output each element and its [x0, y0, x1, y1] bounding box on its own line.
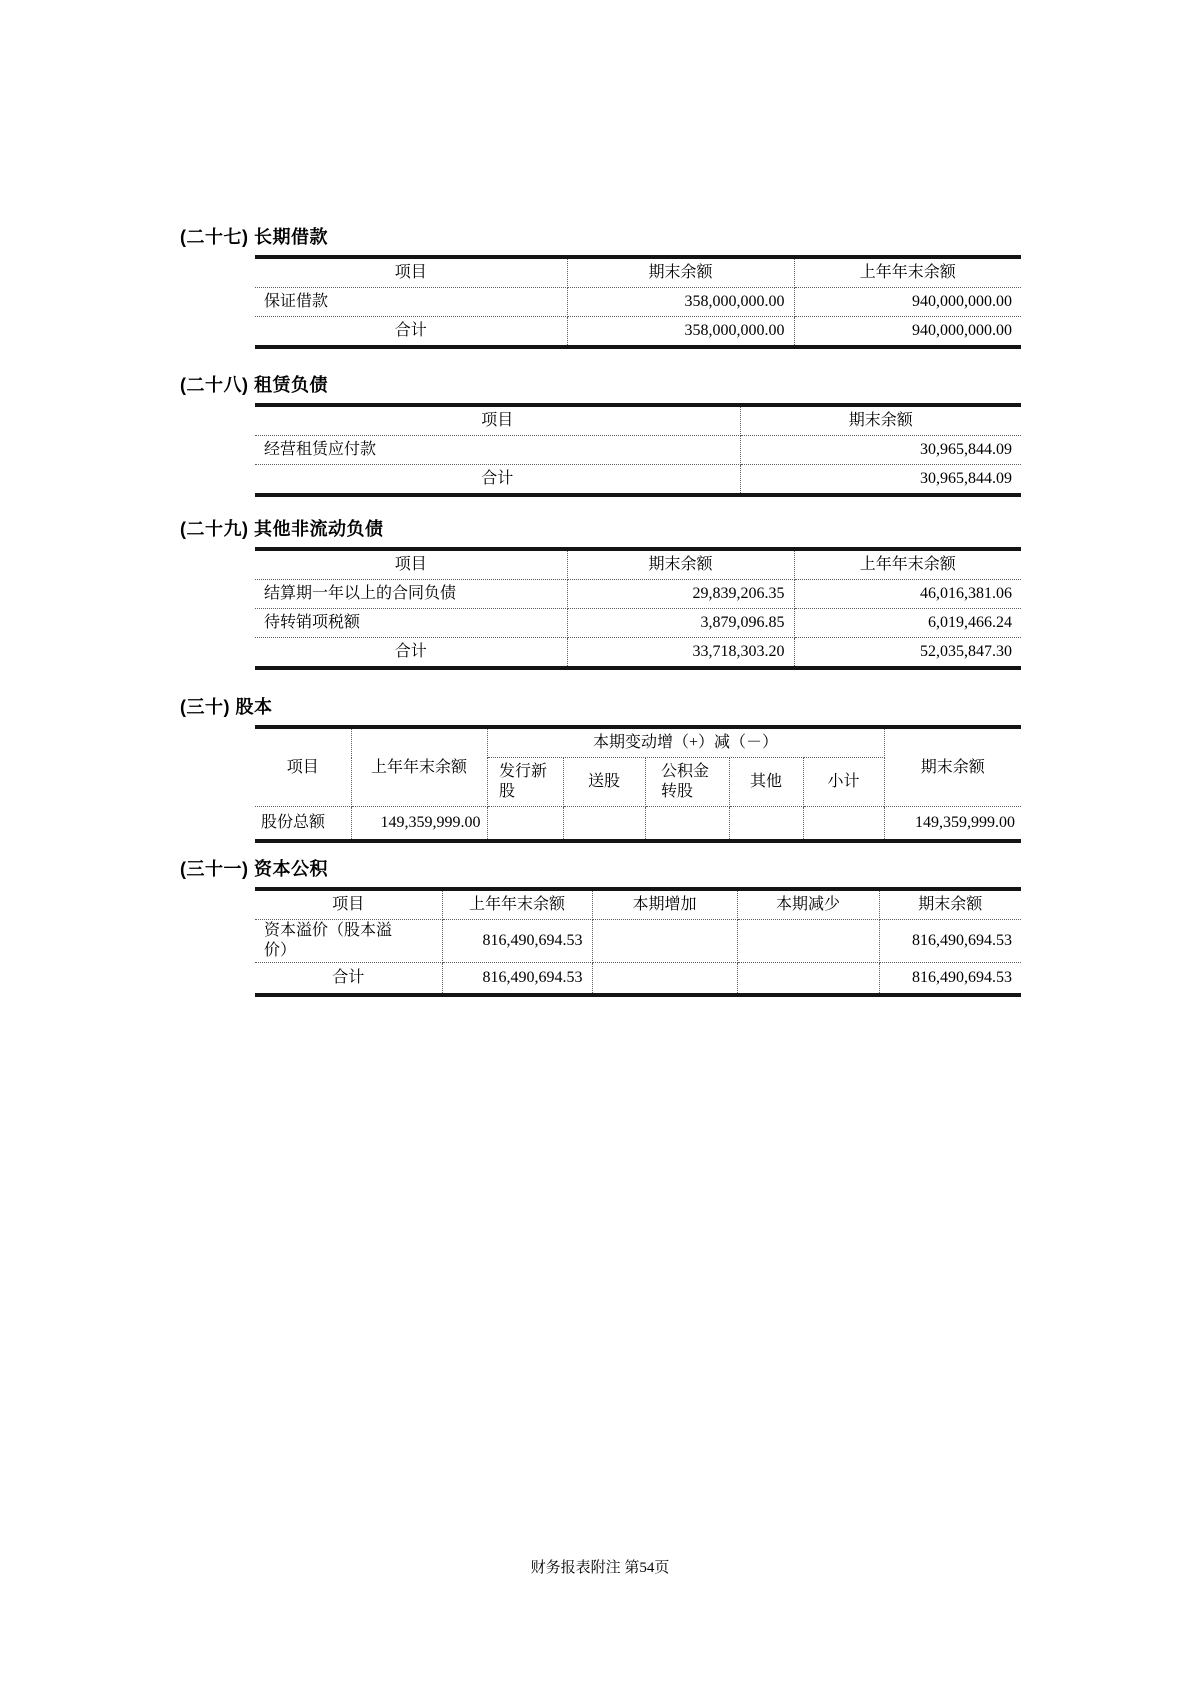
cell-total-label: 合计: [255, 638, 567, 669]
section-capital-reserve: [180, 858, 1025, 997]
lease-liabilities-table: [255, 403, 1021, 497]
cell-subtotal: [803, 807, 884, 842]
header-cell-item: 项目: [255, 405, 740, 436]
header-cell-prior-year-balance: 上年年末余额: [351, 727, 487, 807]
cell-ending-balance: 3,879,096.85: [567, 609, 794, 638]
page-footer: [0, 1556, 1200, 1577]
table-header-row: [255, 257, 1021, 288]
cell-prior-year-balance: 940,000,000.00: [794, 288, 1021, 317]
table-row: [255, 436, 1021, 465]
cell-ending-balance: 29,839,206.35: [567, 580, 794, 609]
cell-ending-balance: 816,490,694.53: [879, 920, 1021, 963]
header-cell-decrease: 本期减少: [737, 889, 879, 920]
table-row: [255, 609, 1021, 638]
cell-new-issue: [487, 807, 563, 842]
header-cell-ending-balance: 期末余额: [879, 889, 1021, 920]
table-total-row: [255, 638, 1021, 669]
cell-item: 保证借款: [255, 288, 567, 317]
cell-total-label: 合计: [255, 317, 567, 348]
header-cell-item: 项目: [255, 549, 567, 580]
section-lease-liabilities: [180, 374, 1025, 497]
header-cell-prior-year-balance: 上年年末余额: [794, 549, 1021, 580]
header-cell-increase: 本期增加: [592, 889, 737, 920]
section-other-non-current-liabilities: [180, 518, 1025, 670]
cell-prior-year-balance: 149,359,999.00: [351, 807, 487, 842]
cell-increase: [592, 920, 737, 963]
cell-reserve-to-shares: [645, 807, 729, 842]
other-non-current-liabilities-table: [255, 547, 1021, 670]
section-title: (二十八) 租赁负债: [180, 375, 328, 395]
header-cell-change-group: 本期变动增（+）减（－）: [487, 727, 884, 758]
section-share-capital: [180, 696, 1025, 843]
cell-item: 结算期一年以上的合同负债: [255, 580, 567, 609]
cell-prior-year-balance: 816,490,694.53: [442, 920, 592, 963]
header-cell-ending-balance: 期末余额: [567, 257, 794, 288]
cell-prior-year-balance: 816,490,694.53: [442, 963, 592, 996]
cell-item: [255, 920, 442, 963]
share-capital-table: [255, 725, 1021, 843]
section-title: (二十九) 其他非流动负债: [180, 519, 384, 539]
cell-total-label: 合计: [255, 465, 740, 496]
cell-item: 待转销项税额: [255, 609, 567, 638]
header-cell-item: 项目: [255, 257, 567, 288]
header-cell-prior-year-balance: 上年年末余额: [794, 257, 1021, 288]
header-label-new-issue: 发行新股: [499, 763, 548, 800]
table-header-row: [255, 889, 1021, 920]
header-cell-other: 其他: [729, 758, 803, 807]
cell-prior-year-balance: 46,016,381.06: [794, 580, 1021, 609]
header-cell-subtotal: 小计: [803, 758, 884, 807]
header-cell-ending-balance: 期末余额: [740, 405, 1021, 436]
table-header-row: [255, 405, 1021, 436]
cell-ending-balance: 816,490,694.53: [879, 963, 1021, 996]
header-label-reserve-to-shares: 公积金转股: [661, 763, 710, 800]
header-cell-bonus-shares: 送股: [563, 758, 645, 807]
capital-reserve-table: [255, 887, 1021, 997]
cell-ending-balance: 149,359,999.00: [884, 807, 1021, 842]
cell-prior-year-balance: 940,000,000.00: [794, 317, 1021, 348]
cell-ending-balance: 30,965,844.09: [740, 465, 1021, 496]
header-cell-reserve-to-shares: [645, 758, 729, 807]
section-title: (二十七) 长期借款: [180, 227, 328, 247]
table-total-row: [255, 465, 1021, 496]
cell-bonus-shares: [563, 807, 645, 842]
table-header-row: [255, 549, 1021, 580]
section-long-term-borrowings: [180, 226, 1025, 349]
table-total-row: [255, 963, 1021, 996]
cell-ending-balance: 30,965,844.09: [740, 436, 1021, 465]
cell-ending-balance: 33,718,303.20: [567, 638, 794, 669]
cell-ending-balance: 358,000,000.00: [567, 288, 794, 317]
section-title: (三十) 股本: [180, 697, 273, 717]
header-cell-new-issue: [487, 758, 563, 807]
header-cell-item: 项目: [255, 889, 442, 920]
cell-decrease: [737, 963, 879, 996]
table-total-row: [255, 317, 1021, 348]
table-row: [255, 580, 1021, 609]
table-header-row: [255, 727, 1021, 758]
cell-item-label: 资本溢价（股本溢价）: [264, 922, 393, 959]
cell-increase: [592, 963, 737, 996]
footer-text: 财务报表附注 第54页: [530, 1560, 670, 1576]
long-term-borrowings-table: [255, 255, 1021, 349]
cell-prior-year-balance: 52,035,847.30: [794, 638, 1021, 669]
cell-decrease: [737, 920, 879, 963]
table-row: [255, 288, 1021, 317]
cell-ending-balance: 358,000,000.00: [567, 317, 794, 348]
cell-item: 股份总额: [255, 807, 351, 842]
header-cell-ending-balance: 期末余额: [567, 549, 794, 580]
cell-other: [729, 807, 803, 842]
header-cell-ending-balance: 期末余额: [884, 727, 1021, 807]
section-title: (三十一) 资本公积: [180, 859, 328, 879]
header-cell-prior-year-balance: 上年年末余额: [442, 889, 592, 920]
cell-total-label: 合计: [255, 963, 442, 996]
cell-item: 经营租赁应付款: [255, 436, 740, 465]
cell-prior-year-balance: 6,019,466.24: [794, 609, 1021, 638]
table-row: [255, 920, 1021, 963]
table-row: [255, 807, 1021, 842]
header-cell-item: 项目: [255, 727, 351, 807]
